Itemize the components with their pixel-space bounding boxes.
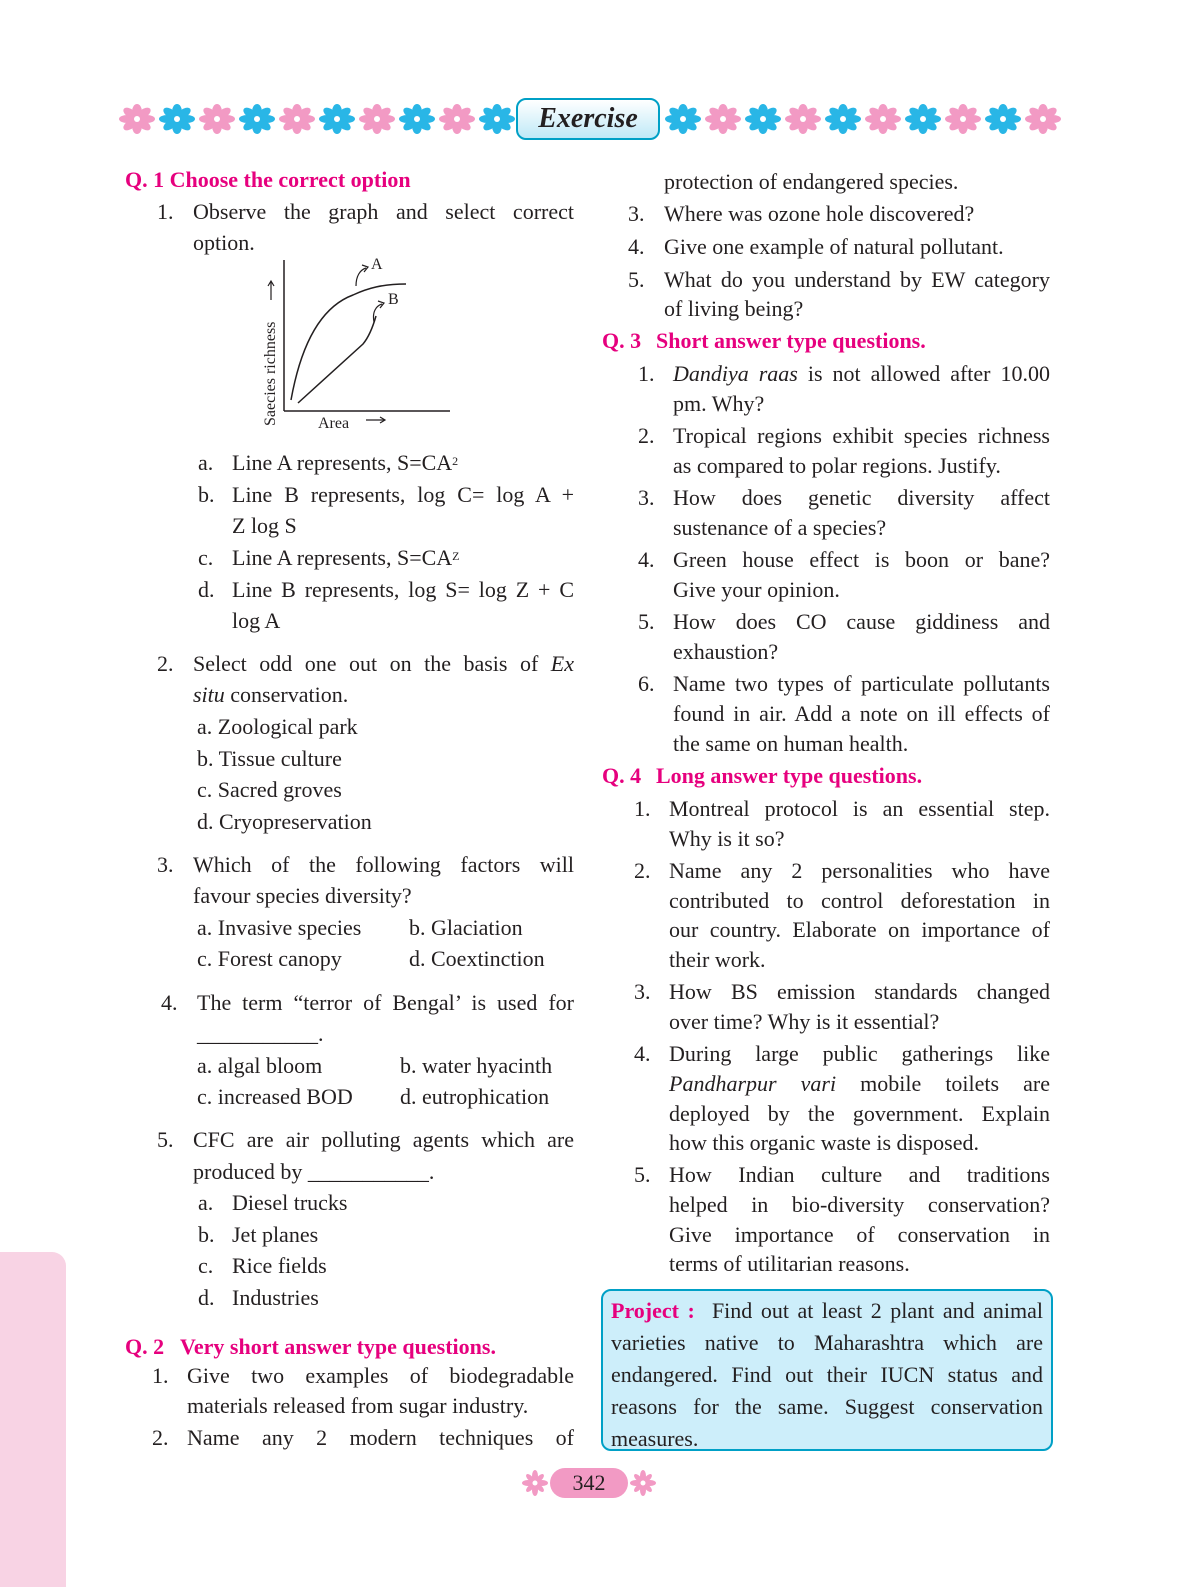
q3-item4-num: 4. [638,547,655,572]
q1-item2-num: 2. [157,651,174,676]
blue-flower-icon [824,104,862,134]
q1-item1-opt-a: Line A represents, $S=CA^2$ [232,450,459,475]
q4-item2-num: 2. [634,858,651,883]
page-flower-left-icon [522,1470,548,1496]
project-box [601,1289,1053,1451]
q4-item2-line3: our country. Elaborate on importance of [669,917,1050,942]
flower-border-left [118,104,516,134]
q1-item5-opt-d-prefix: d. [198,1285,215,1310]
q1-item1-opt-c-prefix: c. [198,545,214,570]
q3-item5-num: 5. [638,609,655,634]
q4-item4-line1: During large public gatherings like [669,1041,1050,1066]
q2-item1-num: 1. [152,1363,169,1388]
q1-item4-line1: The term “terror of Bengal’ is used for [197,990,574,1015]
q4-item2-line4: their work. [669,947,766,972]
q2-heading: Very short answer type questions. [180,1334,496,1359]
q2-item4-text: Give one example of natural pollutant. [664,234,1004,259]
q4-item5-line4: terms of utilitarian reasons. [669,1251,910,1276]
project-line1: Project : Find out at least 2 plant and animal [611,1298,1043,1323]
graph-svg [258,250,458,435]
q4-item5-line3: Give importance of conservation in [669,1222,1050,1247]
q3-item6-line1: Name two types of particulate pollutants [673,671,1050,696]
q1-item1-line1: Observe the graph and select correct [193,199,574,224]
q3-item4-line2: Give your opinion. [673,577,840,602]
q4-item4-line3: deployed by the government. Explain [669,1101,1050,1126]
pink-flower-icon [358,104,396,134]
q1-item1-opt-b-line2: Z log S [232,513,297,538]
q1-item4-opt-a: a. algal bloom [197,1053,323,1078]
q1-item4-opt-b: b. water hyacinth [400,1053,553,1078]
q1-item5-line1: CFC are air polluting agents which are [193,1127,574,1152]
pink-flower-icon [198,104,236,134]
q2-item5-line1: What do you understand by EW category [664,267,1050,292]
q1-item1-opt-d-line2: log A [232,608,281,633]
q1-item3-opt-d: d. Coextinction [409,946,545,971]
pink-flower-icon [704,104,742,134]
page-number: 342 [550,1468,628,1498]
q4-item4-num: 4. [634,1041,651,1066]
q4-item2-line2: contributed to control deforestation in [669,888,1050,913]
q3-item5-line2: exhaustion? [673,639,779,664]
q1-item1-opt-b-prefix: b. [198,482,215,507]
q3-item2-line1: Tropical regions exhibit species richness [673,423,1050,448]
q3-item6-num: 6. [638,671,655,696]
pink-flower-icon [864,104,902,134]
q1-item5-opt-c-prefix: c. [198,1253,214,1278]
q3-item6-line2: found in air. Add a note on ill effects of [673,701,1050,726]
q4-item3-line2: over time? Why is it essential? [669,1009,940,1034]
q1-item4-line2: ___________. [197,1021,324,1046]
q1-item5-opt-a: Diesel trucks [232,1190,348,1215]
q3-item6-line3: the same on human health. [673,731,909,756]
q2-item1-line2: materials released from sugar industry. [187,1393,529,1418]
pink-flower-icon [1024,104,1062,134]
q1-item3-opt-b: b. Glaciation [409,915,523,940]
q1-item5-num: 5. [157,1127,174,1152]
q1-item2-opt-a: a. Zoological park [197,714,358,739]
q4-heading-num: Q. 4 [602,763,642,788]
q1-item3-line1: Which of the following factors will [193,852,574,877]
curve-b [298,316,376,403]
blue-flower-icon [158,104,196,134]
q4-item4-line4: how this organic waste is disposed. [669,1130,980,1155]
q3-item3-line2: sustenance of a species? [673,515,887,540]
q1-item5-opt-a-prefix: a. [198,1190,214,1215]
species-area-graph [258,250,458,435]
project-line5: measures. [611,1426,699,1451]
q1-item1-opt-d-prefix: d. [198,577,215,602]
q3-heading-num: Q. 3 [602,328,642,353]
exercise-banner [118,98,1058,142]
blue-flower-icon [478,104,516,134]
q1-item5-opt-b: Jet planes [232,1222,319,1247]
q1-item2-opt-d: d. Cryopreservation [197,809,372,834]
project-line2: varieties native to Maharashtra which are [611,1330,1043,1355]
pink-flower-icon [784,104,822,134]
q1-item4-opt-c: c. increased BOD [197,1084,353,1109]
q4-item5-num: 5. [634,1162,651,1187]
q1-item5-line2: produced by ___________. [193,1159,435,1184]
q4-item3-num: 3. [634,979,651,1004]
q2-item2-line1: Name any 2 modern techniques of [187,1425,574,1450]
q1-item3-opt-a: a. Invasive species [197,915,362,940]
blue-flower-icon [664,104,702,134]
blue-flower-icon [238,104,276,134]
q3-item3-num: 3. [638,485,655,510]
page-number-badge [522,1466,656,1502]
pink-flower-icon [438,104,476,134]
curve-b-label: B [388,291,399,308]
q3-item1-line1: Dandiya raas is not allowed after 10.00 [673,361,1050,386]
q1-item2-opt-b: b. Tissue culture [197,746,342,771]
q4-item2-line1: Name any 2 personalities who have [669,858,1050,883]
q2-item1-line1: Give two examples of biodegradable [187,1363,574,1388]
y-axis-label: Saecies richness [262,321,279,426]
q2-heading-num: Q. 2 [125,1334,165,1359]
blue-flower-icon [744,104,782,134]
q2-item5-num: 5. [628,267,645,292]
q1-item1-opt-c: Line A represents, $S=CA^Z$ [232,545,460,570]
q4-item5-line2: helped in bio-diversity conservation? [669,1192,1050,1217]
blue-flower-icon [984,104,1022,134]
q1-item1-line2: option. [193,230,255,255]
q1-item2-line2: situ conservation. [193,682,349,707]
q4-item1-num: 1. [634,796,651,821]
project-line3: endangered. Find out their IUCN status and [611,1362,1043,1387]
q3-item2-line2: as compared to polar regions. Justify. [673,453,1001,478]
q3-item5-line1: How does CO cause giddiness and [673,609,1050,634]
x-axis-label: Area [318,415,350,432]
pink-flower-icon [944,104,982,134]
q3-heading: Short answer type questions. [656,328,926,353]
q4-heading: Long answer type questions. [656,763,923,788]
q2-item2-num: 2. [152,1425,169,1450]
q3-item1-num: 1. [638,361,655,386]
pink-flower-icon [118,104,156,134]
q2-item3-text: Where was ozone hole discovered? [664,201,975,226]
q2-item2-line2: protection of endangered species. [664,169,959,194]
project-label: Project : [611,1298,695,1323]
project-line4: reasons for the same. Suggest conservation [611,1394,1043,1419]
q3-item4-line1: Green house effect is boon or bane? [673,547,1050,572]
q1-item2-opt-c: c. Sacred groves [197,777,342,802]
curve-a-label: A [371,256,383,273]
q1-item3-num: 3. [157,852,174,877]
q4-item3-line1: How BS emission standards changed [669,979,1050,1004]
q1-item3-line2: favour species diversity? [193,883,412,908]
q1-item1-opt-b-line1: Line B represents, log C= log A + [232,482,574,507]
flower-border-right [664,104,1062,134]
page-title: Exercise [516,98,660,140]
q1-item2-line1: Select odd one out on the basis of Ex [193,651,574,676]
q1-item1-opt-a-prefix: a. [198,450,214,475]
page-flower-right-icon [630,1470,656,1496]
q1-item1-opt-d-line1: Line B represents, log S= log Z + C [232,577,574,602]
q1-item4-opt-d: d. eutrophication [400,1084,550,1109]
q3-item1-line2: pm. Why? [673,391,765,416]
side-decoration-strip [0,1252,66,1587]
q2-item3-num: 3. [628,201,645,226]
q1-item4-num: 4. [161,990,178,1015]
q1-item1-num: 1. [157,199,174,224]
q2-item5-line2: of living being? [664,296,804,321]
blue-flower-icon [904,104,942,134]
blue-flower-icon [398,104,436,134]
q4-item4-line2: Pandharpur vari mobile toilets are [669,1071,1051,1096]
q1-item5-opt-b-prefix: b. [198,1222,215,1247]
q3-item2-num: 2. [638,423,655,448]
q4-item1-line1: Montreal protocol is an essential step. [669,796,1050,821]
q1-item5-opt-d: Industries [232,1285,319,1310]
q1-heading: Q. 1 Choose the correct option [125,167,411,192]
q1-item3-opt-c: c. Forest canopy [197,946,342,971]
q4-item5-line1: How Indian culture and traditions [669,1162,1050,1187]
pink-flower-icon [278,104,316,134]
q1-item5-opt-c: Rice fields [232,1253,327,1278]
q3-item3-line1: How does genetic diversity affect [673,485,1050,510]
blue-flower-icon [318,104,356,134]
q2-item4-num: 4. [628,234,645,259]
q4-item1-line2: Why is it so? [669,826,785,851]
